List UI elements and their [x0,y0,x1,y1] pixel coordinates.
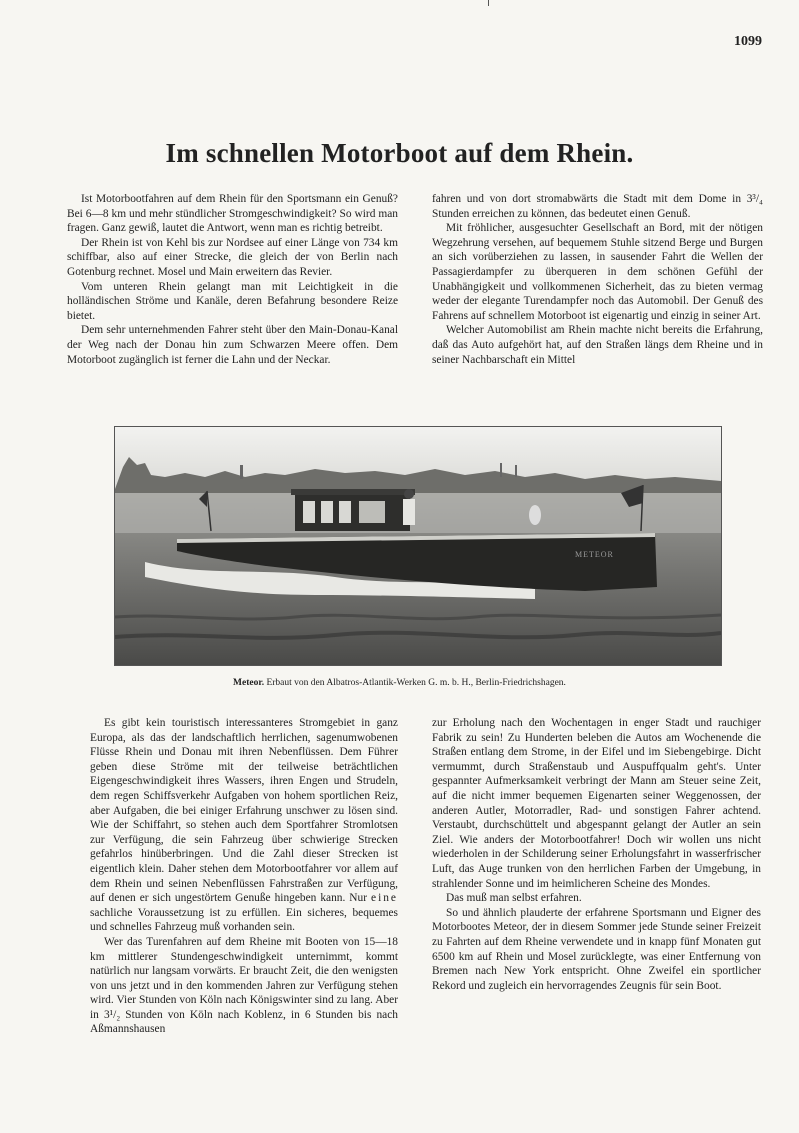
paragraph: So und ähnlich plauderte der erfahrene Sportsmann und Eigner des Motorbootes Meteor, der in diesem Sommer jede Stunde seiner Freizeit zu Fahrten auf dem Rheine verwendete und in knapp fünf Monaten gut 6500 km auf Rhein und Mosel zurücklegte, was einer Entfernung von Bremen nach New York entspricht. Ohne Zweifel ein sportlicher Rekord und zugleich ein hervorragendes Zeugnis für sein Boot. [432,906,761,992]
emphasized-word: eine [371,892,398,905]
boat-name-label: METEOR [575,550,614,559]
page-number: 1099 [734,34,762,49]
paragraph-text: sachliche Voraussetzung ist zu erfüllen. Ein sicheres, bequemes und schnelles Fahrzeug muß vorhanden sein. [90,906,398,934]
paragraph: fahren und von dort stromabwärts die Stadt mit dem Dome in 3³/₄ Stunden erreichen zu können, das bedeutet einen Genuß. [432,193,763,220]
paragraph [90,716,398,935]
paragraph: Welcher Automobilist am Rhein machte nicht bereits die Erfahrung, daß das Auto aufgehört hat, auf den Straßen längs dem Rheine und in seiner Nachbarschaft ein Mittel [432,324,763,366]
paragraph: Dem sehr unternehmenden Fahrer steht über den Main-Donau-Kanal der Weg nach der Donau hin zum Schwarzen Meere offen. Dem Motorboot zugänglich ist ferner die Lahn und der Neckar. [67,324,398,366]
paragraph: Wer das Turenfahren auf dem Rheine mit Booten von 15—18 km mittlerer Stundengeschwindigkeit unternimmt, kommt natürlich nur langsam vorwärts. Er braucht Zeit, die den wenigsten von uns jetzt und in den kommenden Jahren zur Verfügung stehen wird. Vier Stunden von Köln nach Königswinter sind zu lang. Aber in 3¹/₂ Stunden von Köln nach Koblenz, in 6 Stunden bis nach Aßmannshausen [90,935,398,1036]
paragraph: Ist Motorbootfahren auf dem Rhein für den Sportsmann ein Genuß? Bei 6—8 km und mehr stündlicher Stromgeschwindigkeit? So wird man fragen. Ganz gewiß, lautet die Antwort, wenn man es richtig betreibt. [67,193,398,235]
caption-text: Erbaut von den Albatros-Atlantik-Werken G. m. b. H., Berlin-Friedrichshagen. [266,678,566,688]
paragraph: Das muß man selbst erfahren. [446,892,582,905]
scan-mark [488,0,489,6]
paragraph-text: Es gibt kein touristisch interessanteres Stromgebiet in ganz Europa, als das der landschaftlich herrlichen, sagenumwobenen Flüsse Rhein und Donau mit ihren Nebenflüssen. Dem Führer geben diese Ströme mit der teilweise beträchtlichen Eigengeschwindigkeit ihres Wassers, ihren Engen und Strudeln, dem regen Schiffsverkehr Aufgaben von hohem sportlichen Reiz, aber Aufgaben, die bei einiger Erfahrung unschwer zu lösen sind. Wie der Schiffahrt, so stehen auch dem Sportfahrer Stromlotsen zur Verfügung, die sein Fahrzeug über schwierige Strecken gefahrlos hinüberbringen. Und die Zahl dieser Strecken ist eigentlich klein. Daher stehen dem Motorbootfahrer vor allem auf dem Rhein und seinen Nebenflüssen Fahrstraßen zur Verfügung, auf denen er sich ungestörtem Genuße hingeben kann. Nur [90,717,398,905]
motorboat-photo [114,426,722,666]
paragraph: Vom unteren Rhein gelangt man mit Leichtigkeit in die holländischen Ströme und Kanäle, deren Befahrung besondere Reize bietet. [67,280,398,322]
photo-caption [0,678,799,688]
paragraph: zur Erholung nach den Wochentagen in enger Stadt und rauchiger Fabrik zu sein! Zu Hunderten beleben die Autos am Wochenende die Straßen entlang dem Strome, in der Eifel und im Siebengebirge. Dicht vermummt, durch Straßenstaub und Auspuffqualm geht's. Unter gespannter Aufmerksamkeit verbringt der Mann am Steuer seine Zeit, auf die nicht immer bequemen Eigenarten seiner Weggenossen, der anderen Autler, Motorradler, Rad- und sonstigen Fahrer achtend. Verstaubt, durchschüttelt und abgespannt gelangt der Autler an sein Ziel. Wie anders der Motorbootfahrer! Doch wir wollen uns nicht wiederholen in der Schilderung seiner Erholungsfahrt in wasserfrischer Luft, das Auge trunken von den herrlichen Farben der Umgebung, in strahlender Sonne und im heimlicheren Scheine des Mondes. [432,717,761,890]
caption-name: Meteor. [233,678,265,688]
column-1 [67,192,398,367]
paragraph: Der Rhein ist von Kehl bis zur Nordsee auf einer Länge von 734 km schiffbar, also auf einer Strecke, die gleich der von Berlin nach Gotenburg rechnet. Mosel und Main erweitern das Revier. [67,236,398,278]
paragraph: Mit fröhlicher, ausgesuchter Gesellschaft an Bord, mit der nötigen Wegzehrung versehen, auf bequemem Stuhle sitzend Berge und Burgen an sich vorüberziehen zu lassen, in sausender Fahrt die Wellen der Passagierdampfer zu überqueren in dem schönen Gefühl der Unabhängigkeit und vollkommenen Sicherheit, das zu bieten vermag weder der elegante Turendampfer noch das Automobil. Der Genuß des Fahrens auf schnellem Motorboot ist eigenartig und einzig in seiner Art. [432,222,763,322]
article-title: Im schnellen Motorboot auf dem Rhein. [165,138,634,168]
column-4 [432,716,761,993]
motorboat-illustration [115,427,721,665]
column-2 [432,192,763,367]
column-3 [90,716,398,1037]
